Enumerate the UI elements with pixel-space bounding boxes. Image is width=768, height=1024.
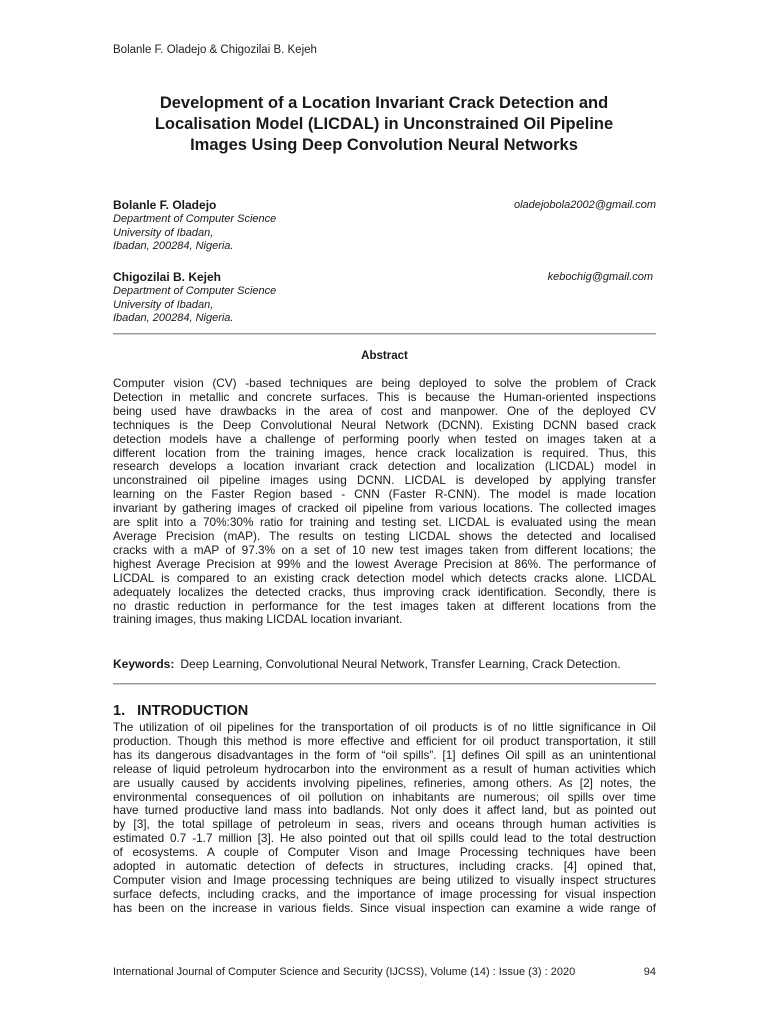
section-title: INTRODUCTION: [137, 703, 249, 719]
intro-line: estimated 0.7 -1.7 million [3]. He also pointed out that oil spills could lead to the total destruction: [113, 831, 656, 846]
author-name: Chigozilai B. Kejeh: [113, 270, 222, 284]
intro-line: The utilization of oil pipelines for the transportation of oil products is of no little significance in Oil: [113, 720, 656, 734]
intro-line: surface defects, including cracks, and the importance of image processing for visual inspection: [113, 886, 656, 901]
keywords-text: Deep Learning, Convolutional Neural Network, Transfer Learning, Crack Detection.: [180, 657, 621, 671]
paper-title: [100, 93, 668, 156]
author-affiliation-line: University of Ibadan,: [113, 226, 214, 239]
abstract-line: being used have drawbacks in the area of cost and manpower. One of the deployed CV: [113, 403, 656, 418]
intro-line: by [3], the total spillage of petroleum in seas, rivers and oceans through human activities is: [113, 817, 656, 832]
author-block-1: [113, 198, 656, 254]
abstract-line: cracks with a mAP of 97.3% on a set of 10 new test images taken from different locations; the: [113, 542, 656, 557]
abstract-line: Detection in metallic and concrete surfaces. This is because the Human-oriented inspections: [113, 389, 656, 404]
footer-journal-citation: International Journal of Computer Science and Security (IJCSS), Volume (14) : Issue (3) : 2020: [113, 966, 576, 978]
intro-line: of ecosystems. A couple of Computer Vison and Image Processing techniques have been: [113, 845, 656, 860]
keywords-label: Keywords:: [113, 657, 175, 671]
intro-line: has been on the increase in various fields. Since visual inspection can examine a wide range of: [113, 900, 656, 915]
abstract-line: are split into a 70%:30% ratio for training and testing set. LICDAL is evaluated using the mean: [113, 515, 656, 530]
abstract-heading: Abstract: [361, 350, 408, 362]
abstract-line: no drastic reduction in performance for the test images taken at different locations from the: [113, 598, 656, 613]
section-heading: [113, 703, 248, 719]
abstract-line: detection models have a challenge of performing poorly when tested on images taken at a: [113, 431, 656, 446]
divider-rule: [113, 683, 656, 685]
title-line: Development of a Location Invariant Crack Detection and: [159, 94, 609, 112]
author-name: Bolanle F. Oladejo: [113, 198, 217, 212]
abstract-line: learning on the Faster Region based - CNN (Faster R-CNN). The model is made location: [113, 487, 656, 502]
divider-rule: [113, 333, 656, 335]
abstract-line: techniques is the Deep Convolutional Neural Network (DCNN). Existing DCNN based crack: [113, 417, 656, 432]
author-block-2: [113, 270, 656, 326]
page-number: 94: [643, 966, 656, 978]
author-affiliation-line: Department of Computer Science: [113, 285, 277, 297]
intro-line: Computer vision and Image processing techniques are being utilized to visually inspect structures: [113, 872, 656, 887]
intro-line: are usually caused by accidents involving pipelines, refineries, among others. As [2] notes, the: [113, 775, 656, 790]
intro-line: environmental consequences of oil pollution on inhabitants are numerous; oil spills over time: [113, 789, 656, 804]
abstract-body: [113, 377, 656, 627]
keywords: [113, 657, 656, 672]
intro-line: release of liquid petroleum hydrocarbon into the environment as a result of human activities which: [113, 761, 656, 776]
abstract-line: invariant by gathering images of cracked oil pipeline from various locations. The collected images: [113, 501, 656, 516]
intro-line: have turned productive land mass into badlands. Not only does it affect land, but as pointed out: [113, 803, 656, 818]
author-affiliation-line: Department of Computer Science: [113, 213, 277, 225]
abstract-line: unconstrained oil pipeline images using DCNN. LICDAL is developed by applying transfer: [113, 473, 656, 488]
author-affiliation-line: University of Ibadan,: [113, 298, 214, 311]
author-email: oladejobola2002@gmail.com: [513, 199, 656, 211]
abstract-line: highest Average Precision at 99% and the lowest Average Precision at 86%. The performance of: [113, 556, 656, 571]
section-number: 1.: [113, 703, 126, 719]
author-affiliation-line: Ibadan, 200284, Nigeria.: [113, 312, 234, 324]
abstract-line: Computer vision (CV) -based techniques are being deployed to solve the problem of Crack: [113, 376, 656, 390]
intro-line: adopted in automatic detection of defects in structures, including cracks. [4] opined that,: [113, 859, 656, 874]
title-line: Images Using Deep Convolution Neural Networks: [190, 136, 578, 154]
title-line: Localisation Model (LICDAL) in Unconstrained Oil Pipeline: [154, 115, 614, 133]
introduction-body: [113, 721, 656, 916]
intro-line: production. Though this method is more effective and efficient for oil product transportation, it still: [113, 733, 656, 748]
abstract-line: research develops a location invariant crack detection and localization (LICDAL) model in: [113, 459, 656, 474]
abstract-line: training images, thus making LICDAL location invariant.: [113, 612, 403, 627]
author-affiliation-line: Ibadan, 200284, Nigeria.: [113, 240, 234, 252]
author-email: kebochig@gmail.com: [547, 271, 653, 283]
abstract-line: different location from the training images, hence crack localization is required. Thus, this: [113, 445, 656, 460]
intro-line: has its dangerous disadvantages in the form of “oil spills”. [1] defines Oil spill as an unintentional: [113, 747, 656, 762]
abstract-line: LICDAL is compared to an existing crack detection model which detects cracks alone. LICDAL: [113, 570, 656, 585]
abstract-line: Average Precision (mAP). The results on testing LICDAL shows the detected and localised: [113, 528, 656, 543]
abstract-line: adequately localizes the detected cracks, thus improving crack identification. Secondly, there is: [113, 584, 656, 599]
running-head: Bolanle F. Oladejo & Chigozilai B. Kejeh: [113, 44, 317, 56]
